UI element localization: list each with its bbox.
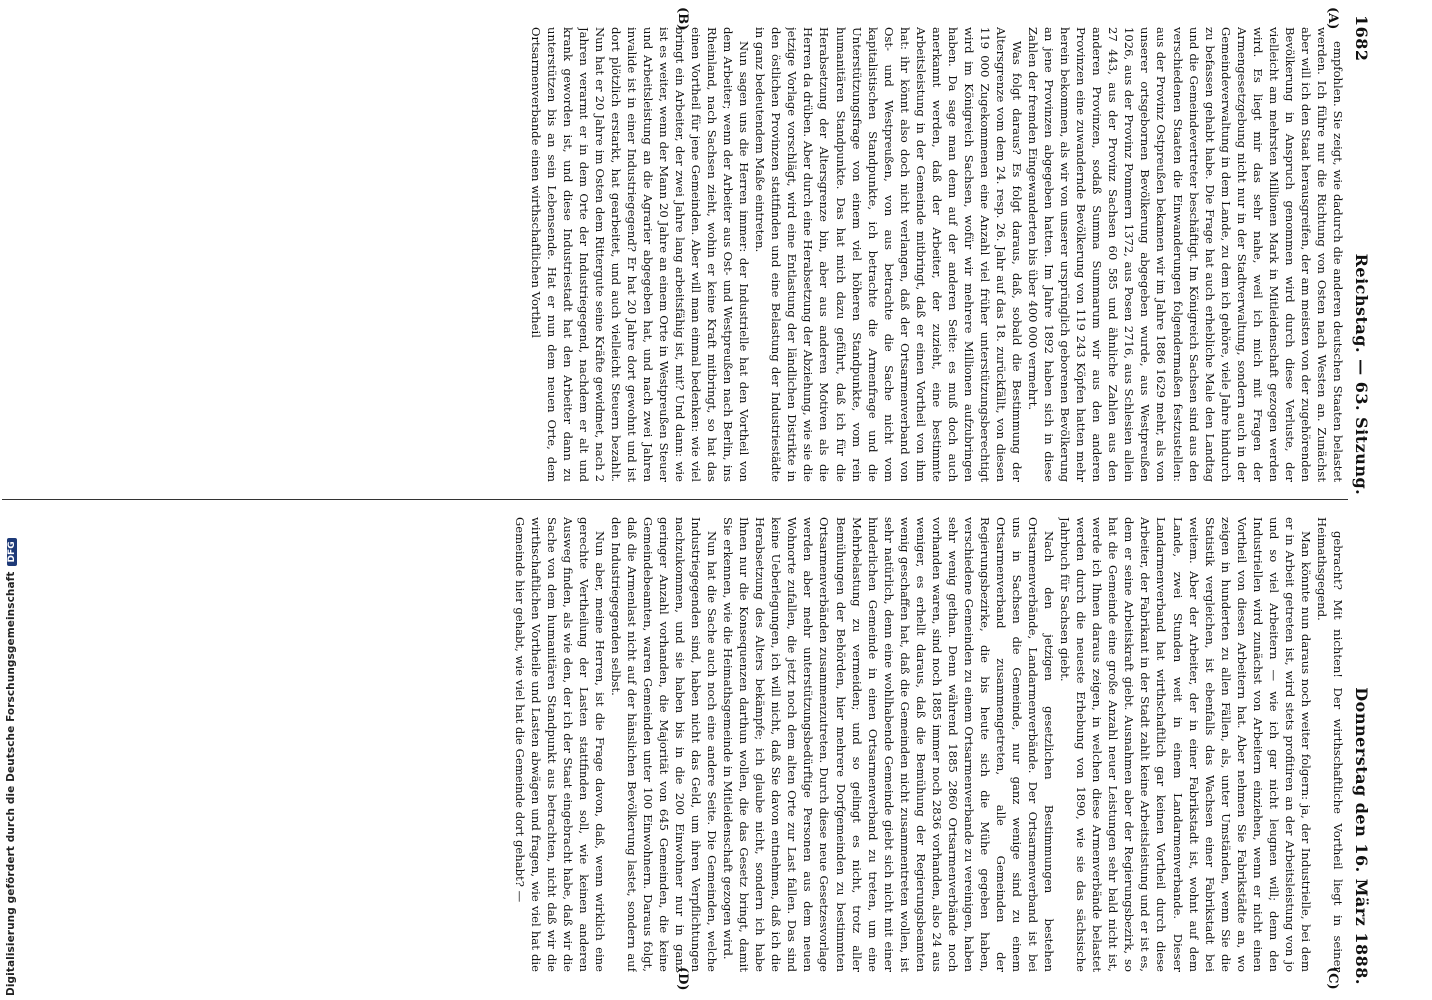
paragraph: Nun sagen uns die Herren immer: der Industrielle hat den Vortheil von dem Arbeiter; wenn der Arbeiter aus Ost- und Westpreußen nach Berlin, ins Rheinland, nach Sachsen zieht, wohin er keine Kraft mitbringt, so hat das einen Vortheil für jene Gemeinden. Aber will man einmal bedenken: wie viel bringt ein Arbeiter, der zwei Jahre lang arbeitsfähig ist, mit? Und dann: wie ist es weiter, wenn der Mann 20 Jahre an einem Orte in Westpreußen Steuer und Arbeitsleistung an die Agrarier abgegeben hat, und nach zwei Jahren invalide ist in einer Industriegegend? Er hat 20 Jahre dort gewohnt und ist dort plötzlich erstarkt, hat gearbeitet, und auch vielleicht Steuern bezahlt. Nun hat er 20 Jahre im Osten dem Rittergute seine Kräfte gewidmet, nach 2 Jahren verarmt er in dem Orte der Industriegegend, nachdem er alt und krank geworden ist, und diese Industriestadt hat den Arbeiter dann zu unterstützen bis an sein Lebensende. Hat er nun dem neuen Orte, dem Ortsarmenverbande einen wirthschaftlichen Vortheil	[528, 27, 752, 482]
session-date: Donnerstag den 16. März 1888.	[1352, 687, 1372, 985]
margin-mark-a: (A)	[1325, 7, 1340, 30]
digitization-footer	[2, 0, 22, 1000]
footer-credit	[5, 538, 17, 996]
paragraph: Was folgt daraus? Es folgt daraus, daß, sobald die Bestimmung der Altersgrenze vom dem 24. resp. 26. Jahr auf das 18. zurückfällt, von diesen 119 000 Zugekommenen eine Anzahl viel früher unterstützungsberechtigt wird im Königreich Sachsen, wofür wir mehrere Millionen aufzubringen haben. Da sage man denn auf der anderen Seite: es muß doch auch anerkannt werden, daß der Arbeiter, der zuzieht, eine bestimmte Arbeitsleistung in der Gemeinde mitbringt, daß er einen Vortheil von ihm hat: ihr könnt also doch nicht verlangen, daß der Ortsarmenverband von Ost- und Westpreußen, von aus betrachte die Sache nicht vom kapitalistischen Standpunkte, ich betrachte die Armenfrage und die Unterstützungsfrage von einem viel höheren Standpunkte, vom rein humanitären Standpunkte. Das hat mich dazu geführt, daß ich für die Herabsetzung der Altersgrenze bin, aber aus anderen Motiven als die Herren da drüben. Aber durch eine Herabsetzung der Abziehung, wie sie die jetzige Vorlage vorschlägt, wird eine Entlastung der ländlichen Distrikte in den östlichen Provinzen stattfinden und eine Belastung der Industriestädte in ganz bedeutendem Maße eintreten.	[753, 27, 1025, 482]
column-divider	[2, 499, 1348, 500]
page-header	[1350, 15, 1374, 985]
footer-credit-text: Digitalisierung gefördert durch die Deutsche Forschungsgemeinschaft	[5, 571, 17, 996]
paragraph: gebracht? Mit nichten! Der wirthschaftliche Vortheil liegt in seiner Heimathsgegend.	[1314, 517, 1345, 972]
left-column	[4, 27, 1346, 482]
paragraph: Man könnte nun daraus noch weiter folgern: ja, der Industrielle, bei dem er in Arbeit getreten ist, wird stets profitiren an der Arbeitsleistung von jo und so viel Arbeitern — wie ich gar nicht leugnen will; denn den Industriellen wird zunächst von Arbeitern einziehen, wenn er nicht einen Vortheil von diesen Arbeitern hat. Aber nehmen Sie Fabrikstädte an, wo zeigen in hunderten zu allen Fällen, als, unter Umständen, wenn Sie die Statistik vergleichen, ist ebenfalls das Wachsen einer Fabrikstadt bei weitem. Aber der Arbeiter, der in einer Fabrikstadt ist, wohnt auf dem Lande, zwei Stunden weit in einem Landarmenverbande. Dieser Landarmenverband hat wirthschaftlich gar keinen Vortheil durch diese Arbeiter, der Fabrikant in der Stadt zahlt keine Arbeitsleistung und er ist es, dem er seine Arbeitskraft giebt. Ausnahmen aber der Regierungsbezirk, so hat die Gemeinde eine große Anzahl neuer Leistungen sehr bald nicht ist, werde ich Ihnen daraus zeigen, in welchen diese Armenverbände belastet werden durch die neueste Erhebung von 1890, wie sie das sächsische Jahrbuch für Sachsen giebt.	[1058, 517, 1313, 972]
right-column	[4, 517, 1346, 972]
paragraph: empfohlen. Sie zeigt, wie dadurch die anderen deutschen Staaten belastet werden. Ich führe nur die Richtung von Osten nach Westen an. Zunächst aber will ich den Staat herausgreifen, der am meisten von der zugehörenden Bevölkerung in Anspruch genommen wird durch diese Verluste, der vielleicht am mehrsten Millionen Mark in Mitleidenschaft gezogen werden wird. Es liegt mir das sehr nahe, weil ich mich mit Fragen der Armengesetzgebung nicht nur in der Stadtverwaltung, sondern auch in der Gemeindeverwaltung in dem Lande, zu dem ich gehöre, viele Jahre hindurch zu befassen gehabt habe. Die Frage hat auch erhebliche Male den Landtag und die Gemeindevertreter beschäftigt. Im Königreich Sachsen sind aus den verschiedenen Staaten die Einwanderungen folgendermaßen festzustellen: aus der Provinz Ostpreußen bekamen wir im Jahre 1886 1629 mehr, als von unserer ortsgebornen Bevölkerung abgegeben wurde, aus Westpreußen 1026, aus der Provinz Pommern 1372, aus Posen 2716, aus Schlesien allein 27 443, aus der Provinz Sachsen 60 585 und ähnliche Zahlen aus den anderen Provinzen, sodaß Summa Summarum wir aus den anderen Provinzen eine zuwandernde Bevölkerung von 119 243 Köpfen hatten mehr herein bekommen, als wir von unserer ursprünglich geborenen Bevölkerung an jene Provinzen abgegeben hatten. Im Jahre 1892 haben sich in diese Zahlen der fremden Eingewanderten bis über 400 000 vermehrt.	[1026, 27, 1345, 482]
paragraph: Nach den jetzigen gesetzlichen Bestimmungen bestehen Ortsarmenverbände, Landarmenverbände. Der Ortsarmenverband ist bei uns in Sachsen die Gemeinde, nur ganz wenige sind zu einem Ortsarmenverband zusammengetreten, alle Gemeinden der Regierungsbezirke, die bis heute sich die Mühe gegeben haben, verschiedene Gemeinden zu einem Ortsarmenverbande zu vereinigen, haben sehr wenig gethan. Denn während 1885 2860 Ortsarmenverbände noch vorhanden waren, sind noch 1885 immer noch 2836 vorhanden, also 24 aus weniger, es erhellt daraus, daß die Bemühung der Regierungsbeamten wenig geschaffen hat, daß die Gemeinden nicht zusammentreten wollen, ist sehr natürlich, denn eine wohlhabende Gemeinde giebt sich nicht mit einer hinderlichen Gemeinde in einen Ortsarmenverband zu treten, um eine Mehrbelastung zu vermeiden; und so gelingt es nicht, trotz aller Bemühungen der Behörden, hier mehrere Dorfgemeinden zu bestimmten Ortsarmenverbänden zusammenzutreten. Durch diese neue Gesetzesvorlage werden aber mehr unterstützungsbedürftige Personen aus dem neuen Wohnorte zufallen, die jetzt noch dem alten Orte zur Last fallen. Das sind keine Ueberlegungen, ich will nicht, daß Sie davon entnehmen, daß ich die Herabsetzung des Alters bekämpfe; ich glaube nicht, sondern ich habe Ihnen nur die Konsequenzen darthun wollen, die das Gesetz bringt, damit Sie erkennen, wie die Heimathsgemeinde in Mitleidenschaft gezogen wird.	[721, 517, 1057, 972]
scanned-page	[0, 5, 1380, 995]
margin-mark-d: (D)	[675, 967, 690, 991]
paragraph: Nun aber, meine Herren, ist die Frage davon, daß, wenn wirklich eine gerechte Vertheilung der Lasten stattfinden soll, wie keinen anderen Ausweg finden, als wie den, der ich der Staat eingebracht habe, daß wir die Sache von dem humanitären Standpunkt aus betrachten, nicht daß wir die wirthschaftlichen Vortheile und Lasten abwägen und fragen, wie viel hat die Gemeinde hier gehabt, wie viel hat die Gemeinde dort gehabt? —	[512, 517, 607, 972]
running-title: Reichstag. — 63. Sitzung.	[1352, 253, 1372, 496]
page-number: 1682	[1352, 15, 1372, 62]
margin-mark-b: (B)	[675, 7, 690, 31]
paragraph: Nun hat die Sache auch noch eine andere Seite. Die Gemeinden, welche Industriegegenden sind, haben nicht das Geld, um ihren Verpflichtungen nachzukommen, und sie haben bis in die 200 Einwohner nur in ganz geringer Anzahl vorhanden, die Majorität von 645 Gemeinden, die keine Gemeindebeamten, waren Gemeinden unter 100 Einwohnern. Daraus folgt, daß die Armenlast nicht auf der hänslichen Bevölkerung lastet, sondern auf den Industriegegenden selbst.	[608, 517, 720, 972]
margin-mark-c: (C)	[1325, 967, 1340, 990]
dfg-logo-icon: DFG	[7, 538, 17, 565]
